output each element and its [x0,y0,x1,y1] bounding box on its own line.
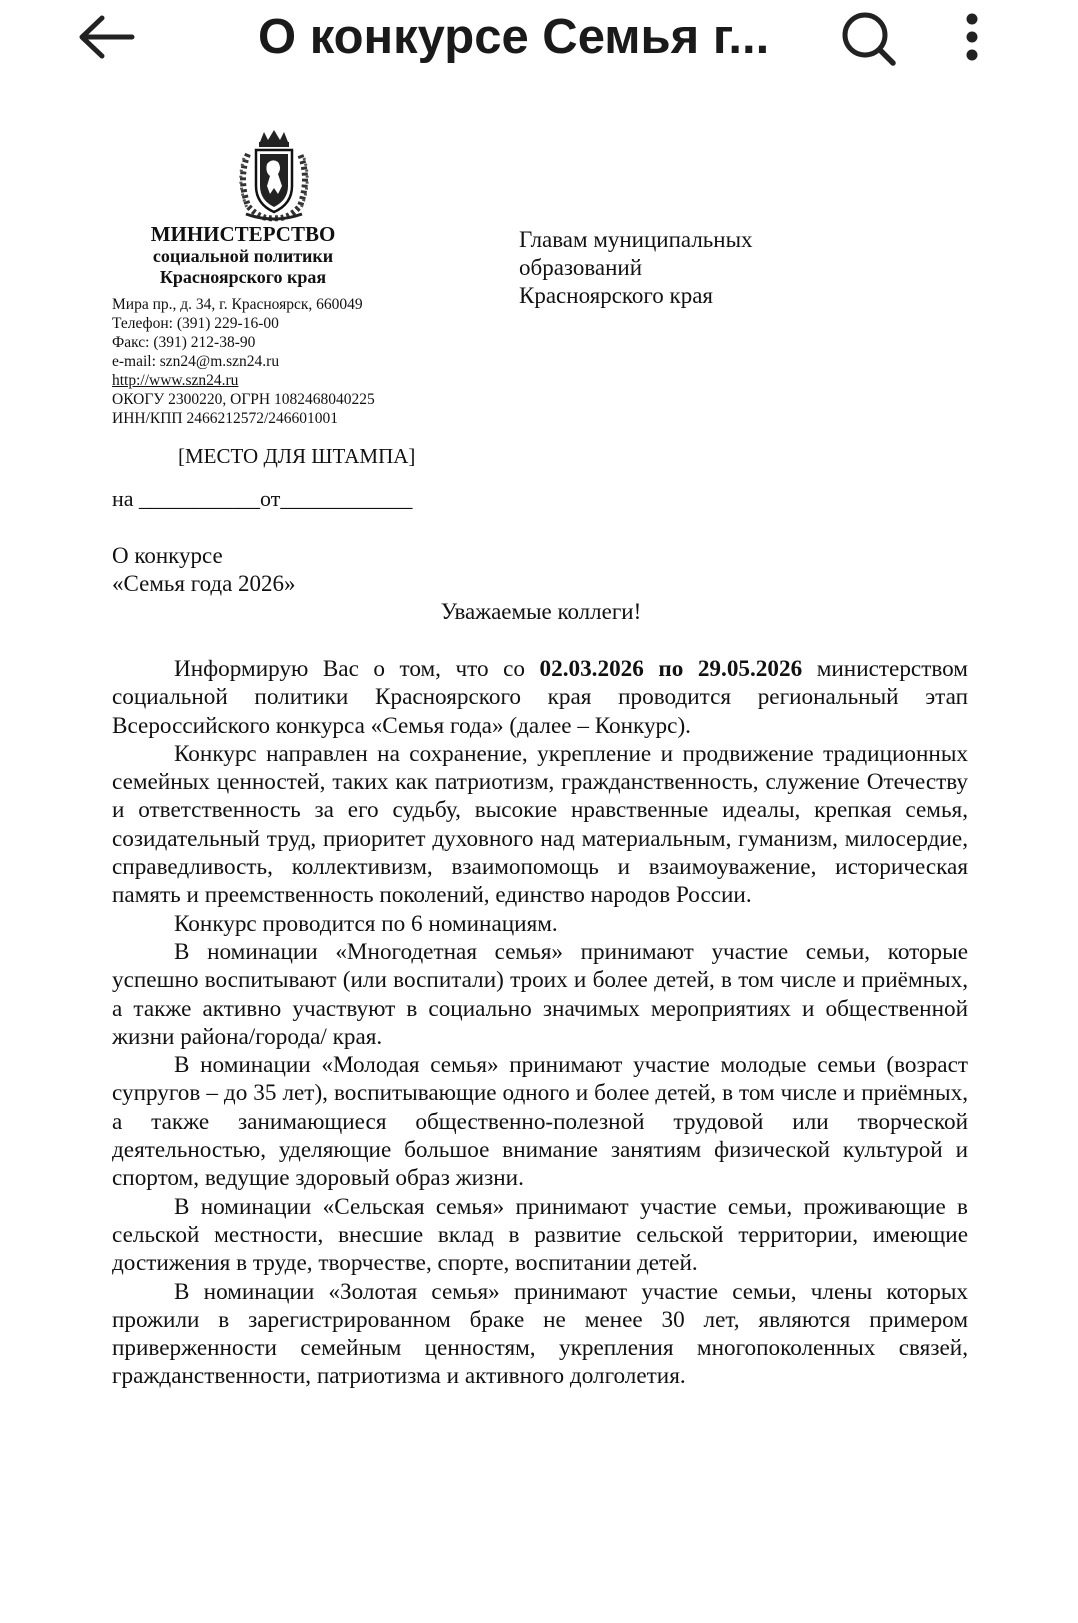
letter-body [112,655,968,1391]
body-paragraph-5: В номинации «Молодая семья» принимают участие молодые семьи (возраст супругов – до 35 лет), воспитывающие одного и более детей, в том числе и приёмных, а также занимающиеся общественно-полезной трудовой или творческой деятельностью, уделяющие большое внимание занятиям физической культурой и спортом, ведущие здоровый образ жизни. [112,1052,968,1192]
recipient-line2: образований [519,255,643,280]
p1-text-before: Информирую Вас о том, что со [174,656,540,682]
ministry-name-line1: МИНИСТЕРСТВО [150,222,336,246]
body-paragraph-3: Конкурс проводится по 6 номинациям. [174,910,558,937]
address-text: Мира пр., д. 34, г. Красноярск, 660049 [112,296,363,313]
okogu-text: ОКОГУ 2300220, ОГРН 1082468040225 [112,391,375,408]
body-paragraph-4: В номинации «Многодетная семья» принимают участие семьи, которые успешно воспитывают (или воспитали) троих и более детей, в том числе и приёмных, а также активно участвуют в социально значимых мероприятиях и общественной жизни района/города/ края. [112,938,968,1050]
body-paragraph-2: Конкурс направлен на сохранение, укрепление и продвижение традиционных семейных ценностей, таких как патриотизм, гражданственность, служение Отечеству и ответственность за его судьбу, высокие нравственные идеалы, крепкая семья, созидательный труд, приоритет духовного над материальным, гуманизм, милосердие, справедливость, коллективизм, взаимопомощь и взаимоуважение, историческая память и преемственность поколений, единство народов России. [112,740,968,909]
subject-line2: «Семья года 2026» [112,571,296,596]
app-bar [0,0,1078,80]
more-vertical-icon [952,8,992,70]
stamp-placeholder: [МЕСТО ДЛЯ ШТАМПА] [178,444,416,468]
ministry-name [112,222,374,288]
registration-prefix: на [112,486,134,511]
greeting: Уважаемые коллеги! [440,599,642,624]
arrow-left-icon [72,6,148,68]
ministry-name-line2: социальной политики [152,246,334,266]
coat-of-arms-emblem [234,128,314,224]
inn-text: ИНН/КПП 2466212572/246601001 [112,410,339,427]
search-icon [838,8,900,70]
ministry-name-line3: Красноярского края [159,267,327,287]
registration-date-label: от [260,486,281,511]
recipient-block [519,226,849,310]
body-paragraph-6: В номинации «Сельская семья» принимают участие семьи, проживающие в сельской местности, внесшие вклад в развитие сельской территории, имеющие достижения в труде, творчестве, спорте, воспитании детей. [112,1193,968,1277]
letter-subject [112,542,296,598]
fax-text: Факс: (391) 212-38-90 [112,334,256,351]
body-paragraph-1 [112,655,968,740]
recipient-line1: Главам муниципальных [519,227,753,252]
more-options-button[interactable] [952,8,992,70]
subject-line1: О конкурсе [112,543,223,568]
search-button[interactable] [838,8,900,70]
registration-number-blank: ___________ [139,486,261,511]
registration-date-blank: ____________ [280,486,413,511]
back-button[interactable] [72,6,148,68]
registration-line [112,486,412,512]
website-link[interactable]: http://www.szn24.ru [112,372,239,389]
recipient-line3: Красноярского края [519,283,713,308]
email-text: e-mail: szn24@m.szn24.ru [112,353,280,370]
contest-dates: 02.03.2026 по 29.05.2026 [539,656,803,682]
document-title: О конкурсе Семья г... [258,10,770,64]
phone-text: Телефон: (391) 229-16-00 [112,315,279,332]
body-paragraph-7: В номинации «Золотая семья» принимают участие семьи, члены которых прожили в зарегистрированном браке не менее 30 лет, являются примером приверженности семейным ценностям, укрепления многопоколенных связей, гражданственности, патриотизма и активного долголетия. [112,1278,968,1390]
ministry-contacts [112,295,432,428]
p1-text-after: министерством социальной политики Красноярского края проводится региональный этап Всероссийского конкурса «Семья года» (далее – Конкурс). [112,656,968,739]
